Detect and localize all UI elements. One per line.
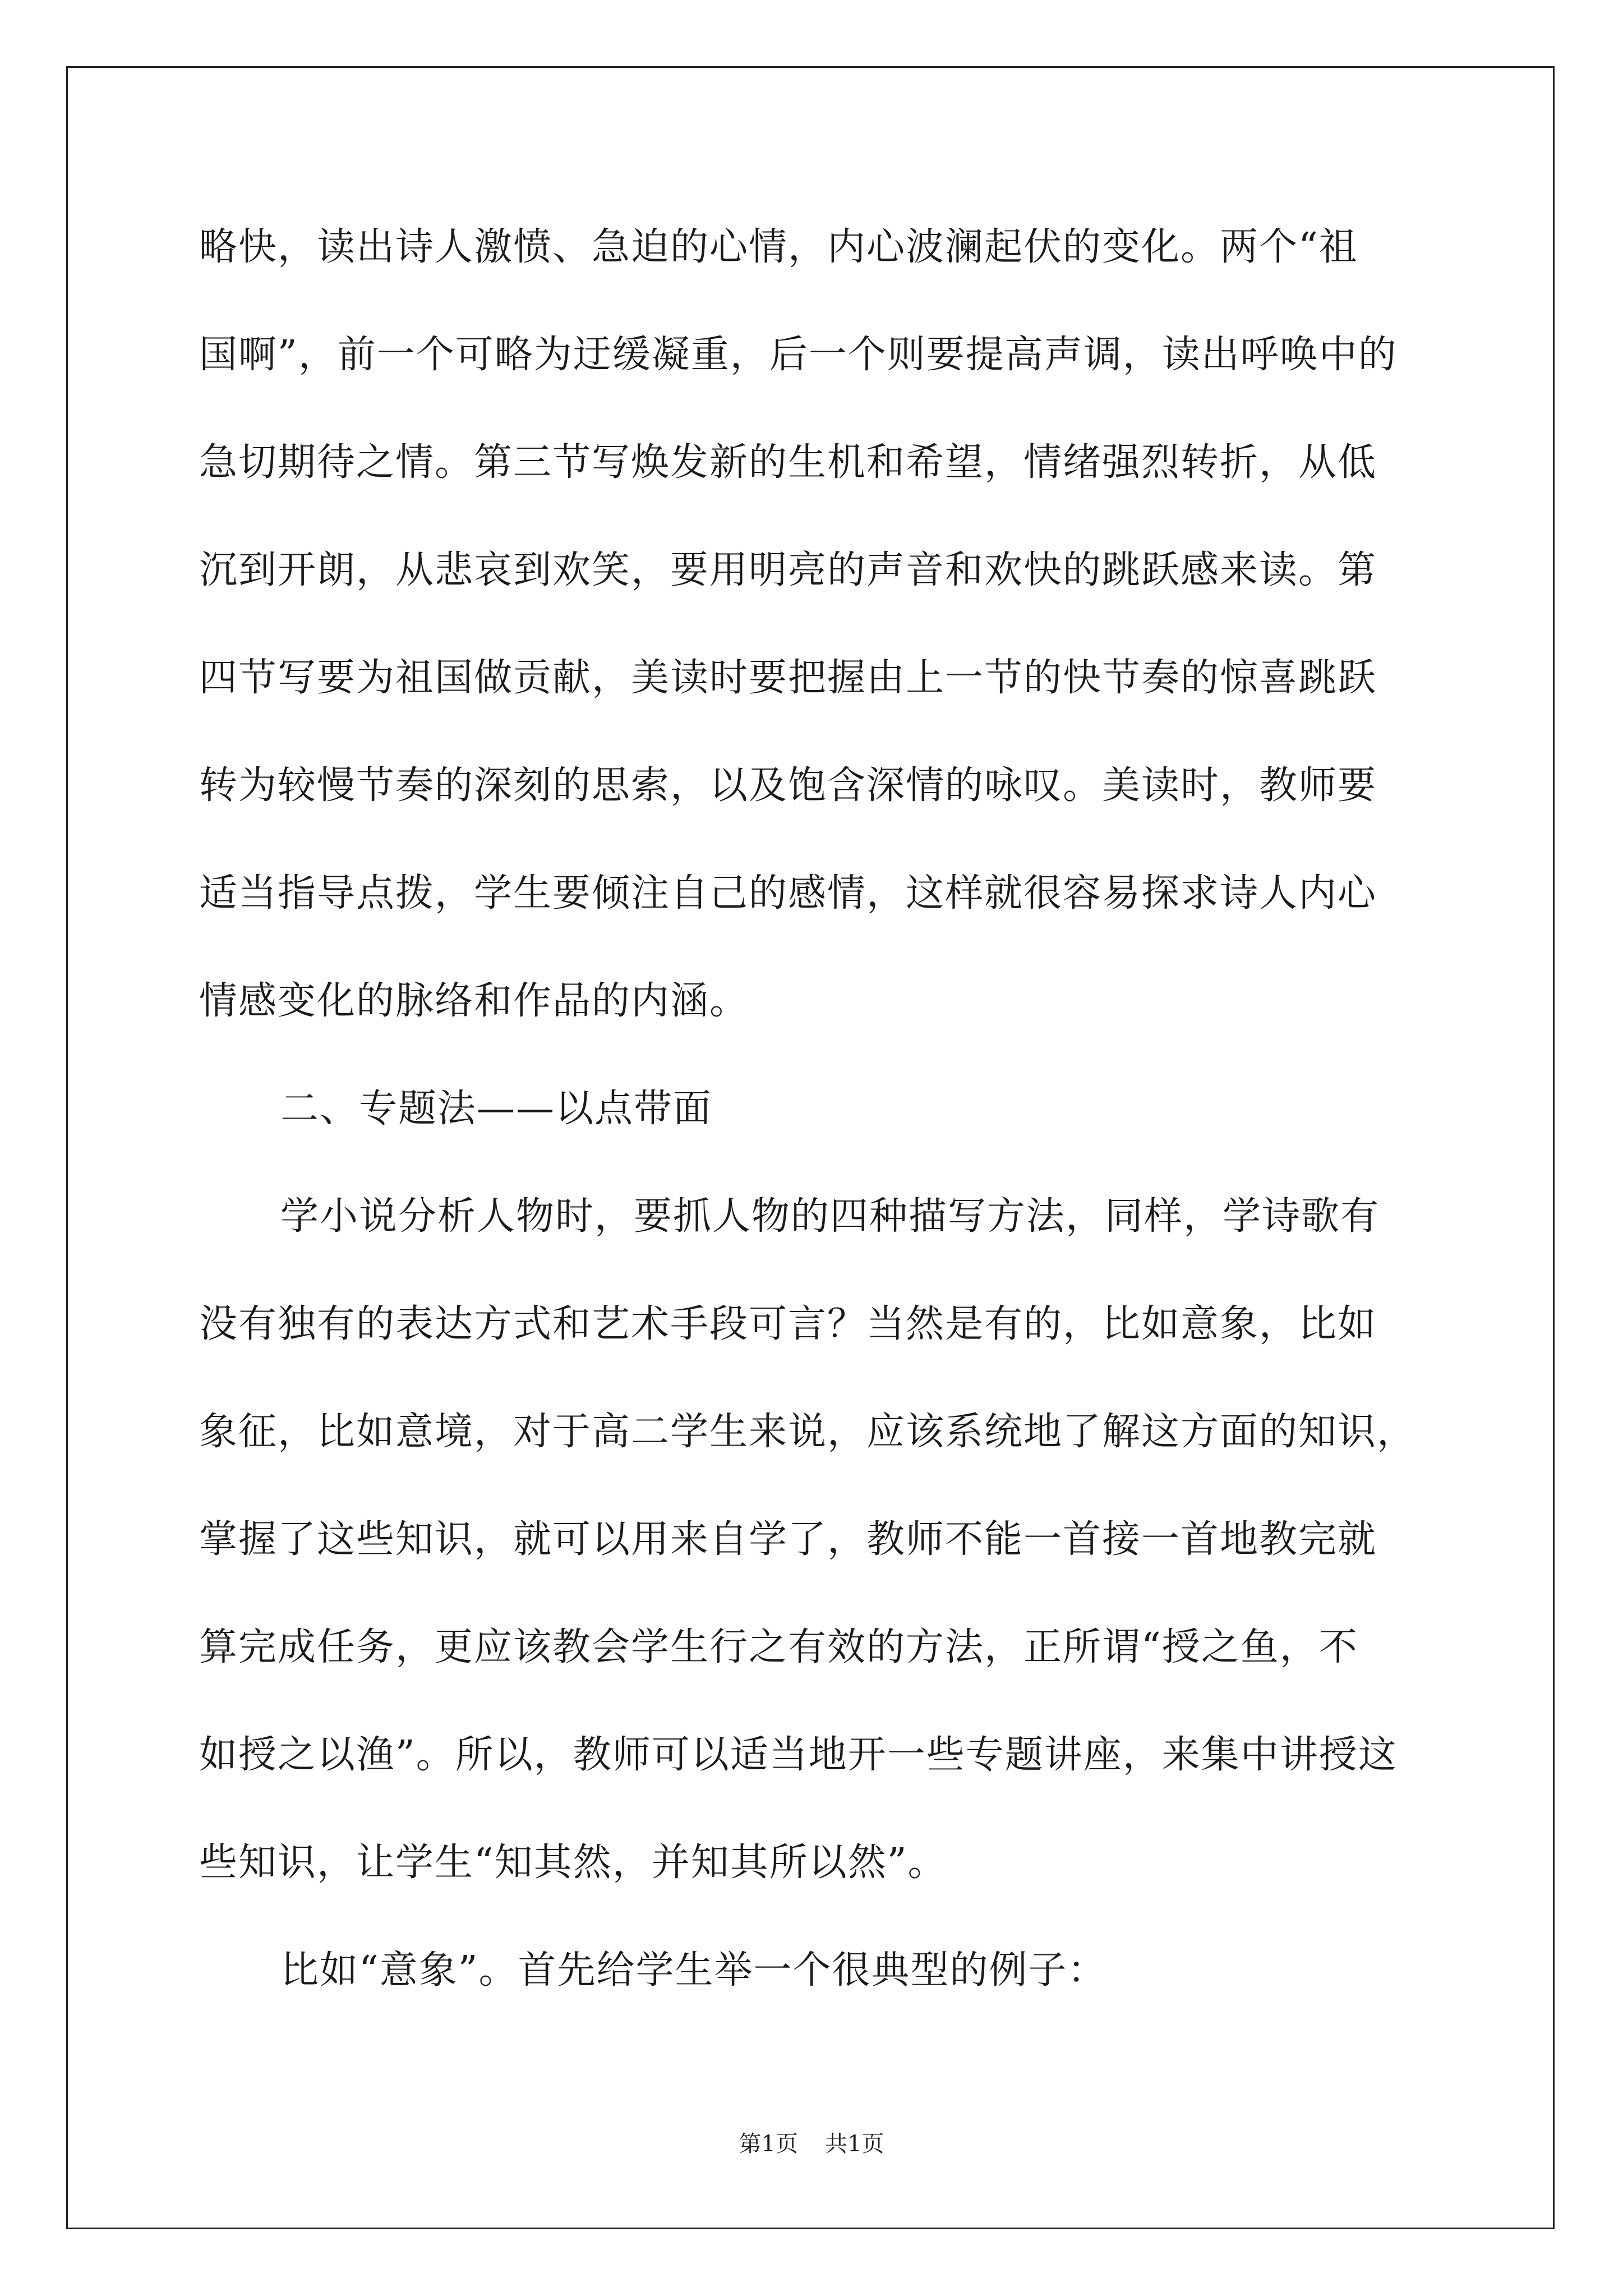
text-line: 没有独有的表达方式和艺术手段可言？当然是有的，比如意象，比如 [199, 1302, 1377, 1346]
text-line: 如授之以渔”。所以，教师可以适当地开一些专题讲座，来集中讲授这 [199, 1733, 1398, 1777]
text-line: 象征，比如意境，对于高二学生来说，应该系统地了解这方面的知识， [199, 1410, 1417, 1454]
text-line: 国啊”，前一个可略为迂缓凝重，后一个则要提高声调，读出呼唤中的 [199, 333, 1398, 377]
text-line: 算完成任务，更应该教会学生行之有效的方法，正所谓“授之鱼，不 [199, 1625, 1358, 1669]
text-line: 急切期待之情。第三节写焕发新的生机和希望，情绪强烈转折，从低 [199, 440, 1377, 485]
section-heading: 二、专题法——以点带面 [280, 1087, 713, 1131]
page-number: 第1页 [739, 2131, 798, 2157]
text-line: 掌握了这些知识，就可以用来自学了，教师不能一首接一首地教完就 [199, 1517, 1377, 1562]
text-line: 些知识，让学生“知其然，并知其所以然”。 [199, 1841, 947, 1885]
text-line: 转为较慢节奏的深刻的思索，以及饱含深情的咏叹。美读时，教师要 [199, 763, 1377, 808]
text-line: 沉到开朗，从悲哀到欢笑，要用明亮的声音和欢快的跳跃感来读。第 [199, 548, 1377, 592]
text-line: 情感变化的脉络和作品的内涵。 [199, 979, 749, 1023]
page-total: 共1页 [825, 2131, 884, 2157]
page-footer [0, 2131, 1623, 2157]
text-line: 比如“意象”。首先给学生举一个很典型的例子： [280, 1948, 1107, 1993]
text-line: 略快，读出诗人激愤、急迫的心情，内心波澜起伏的变化。两个“祖 [199, 225, 1358, 269]
document-body [199, 194, 1424, 2024]
text-line: 四节写要为祖国做贡献，美读时要把握由上一节的快节奏的惊喜跳跃 [199, 656, 1377, 700]
text-line: 学小说分析人物时，要抓人物的四种描写方法，同样，学诗歌有 [280, 1194, 1380, 1239]
text-line: 适当指导点拨，学生要倾注自己的感情，这样就很容易探求诗人内心 [199, 871, 1377, 915]
